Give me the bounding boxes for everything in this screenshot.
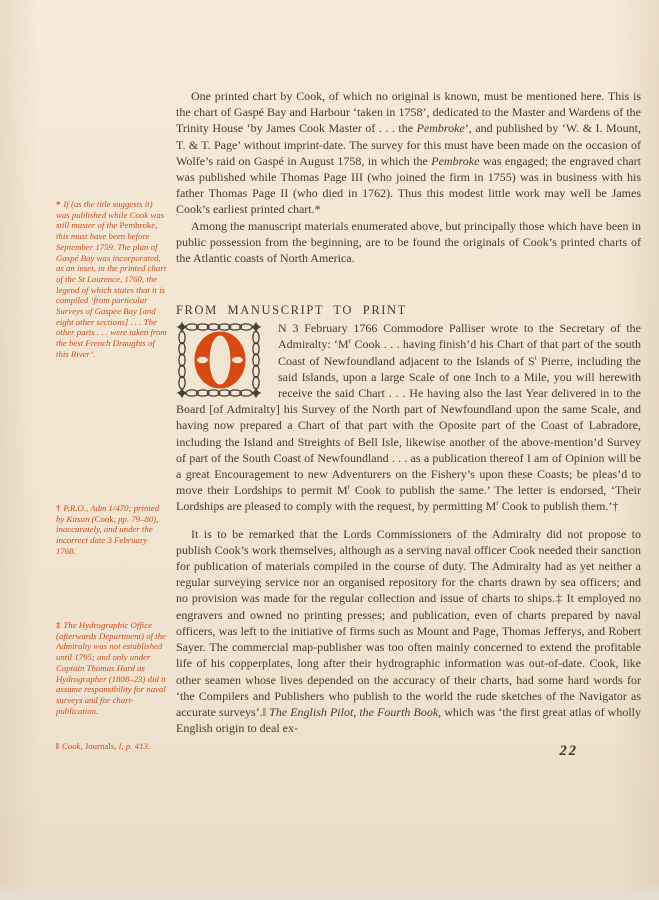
main-text-column bbox=[176, 0, 641, 760]
margin-note-double-dagger bbox=[56, 620, 168, 716]
margin-note-text: The Hydrographic Office (afterwards Department) of the Admiralty was not established until 1795; and only under Captain Thomas Hurd as Hydrographer (1808–23) did it assume responsibility for naval surveys and for chart-publication. bbox=[56, 620, 166, 716]
margin-note-text: If (as the title suggests it) was published while Cook was still master of the Pembroke, this must have been before September 1759. The plan of Gaspé Bay was incorporated, as an inset, in the printed chart of the St Laurence, 1760, the legend of which states that it is compiled ‘from particular Surveys of Gaspee Bay [and eight other sections] . . . The other parts . . . were taken from the best French Draughts of this River’. bbox=[56, 199, 167, 359]
margin-note-dagger bbox=[56, 503, 168, 557]
letter-text: N 3 February 1766 Commodore Palliser wrote to the Secretary of the Admiralty: ‘$M^r$ Cook . . . having finish’d his Chart of that part of the south Coast of Newfoundland adjacent to the Islands of $S^t$ Pierre, including the said Islands, upon a large Scale of one Inch to a Mile, you will herewith receive the said Chart . . . He having also the last Year delivered in to the Board [of Admiralty] his Survey of the North part of Newfoundland upon the same Scale, and having now prepared a Chart of that part with the Oposite part of the Coast of Labradore, including the Island and Streights of Bell Isle, likewise another of the above-mention’d Survey of part of the South Coast of Newfoundland . . . as a publication thereof I am of Opinion will be a great Encouragement to new Adventurers on the Fishery’s upon these Coasts; be pleas’d to move their Lordships to permit $M^r$ Cook to publish the same.’ The letter is endorsed, ‘Their Lordships are pleased to comply with the request, by permitting $M^r$ Cook to publish them.’† bbox=[176, 321, 642, 514]
dropcap-O-glyph bbox=[195, 332, 246, 389]
page-number: 22 bbox=[559, 743, 578, 760]
footnote-marker-asterisk: * bbox=[56, 199, 61, 209]
section-heading: FROM MANUSCRIPT TO PRINT bbox=[176, 303, 407, 318]
footnote-marker-double-dagger: ‡ bbox=[56, 620, 61, 630]
paragraph-printed-chart: One printed chart by Cook, of which no original is known, must be mentioned here. This is the chart of Gaspé Bay and Harbour ‘taken in 1758’, dedicated to the Master and Wardens of the Trinity House ‘by James Cook Master of . . . the Pembroke’, and published by ‘W. & I. Mount, T. & T. Page’ without imprint-date. The survey for this must have been made on the occasion of Wolfe’s raid on Gaspé in August 1758, in which the Pembroke was engaged; the engraved chart was published while Thomas Page III (who joined the firm in 1755) was in business with his father Thomas Page II (who died in 1762). Thus this modest little work may well be James Cook’s earliest printed chart.* bbox=[176, 89, 641, 217]
paragraph-admiralty-publication: It is to be remarked that the Lords Commissioners of the Admiralty did not propose to publish Cook’s work themselves, although as a serving naval officer Cook needed their sanction for publication of materials compiled in the course of duty. The Admiralty had as yet neither a regular surveying service nor an organised repository for the charts drawn by sea officers; and no provision was made for the regular collection and issue of charts to ships.‡ It employed no engravers and owned no printing presses; and publication, even of charts prepared by naval officers, was left to the initiative of firms such as Mount and Page, Thomas Jefferys, and Robert Sayer. The commercial map-publisher was too often mainly concerned to extend the profitable life of his copperplates, long after their hydrographic information was out-of-date. Cook, like other seamen whose lives depended on the accuracy of their charts, had some hard words for ‘the Compilers and Publishers who publish to the world the rude sketches of the Navigator as accurate surveys’.‖ The English Pilot, the Fourth Book, which was ‘the first great atlas of wholly English origin to deal ex- bbox=[176, 526, 642, 736]
margin-note-text: Cook, Journals, I, p. 413. bbox=[61, 741, 151, 751]
chain-border-initial-icon bbox=[176, 321, 262, 399]
margin-note-parallels bbox=[56, 741, 168, 752]
footnote-marker-parallels: ‖ bbox=[56, 741, 59, 751]
paragraph-palliser-letter bbox=[176, 320, 641, 514]
margin-note-text: P.R.O., Adm 1/470; printed by Kitson (Cook, pp. 79–80), inaccurately, and under the incorrect date 3 February 1768. bbox=[56, 503, 160, 556]
margin-note-asterisk bbox=[56, 199, 168, 360]
paragraph-manuscript-materials: Among the manuscript materials enumerated above, but principally those which have been in public possession from the beginning, are to be found the originals of Cook’s printed charts of the Atlantic coasts of North America. bbox=[176, 218, 641, 266]
page-bottom-edge bbox=[0, 884, 659, 900]
ornamental-initial-O bbox=[176, 321, 262, 399]
footnote-marker-dagger: † bbox=[56, 503, 61, 513]
